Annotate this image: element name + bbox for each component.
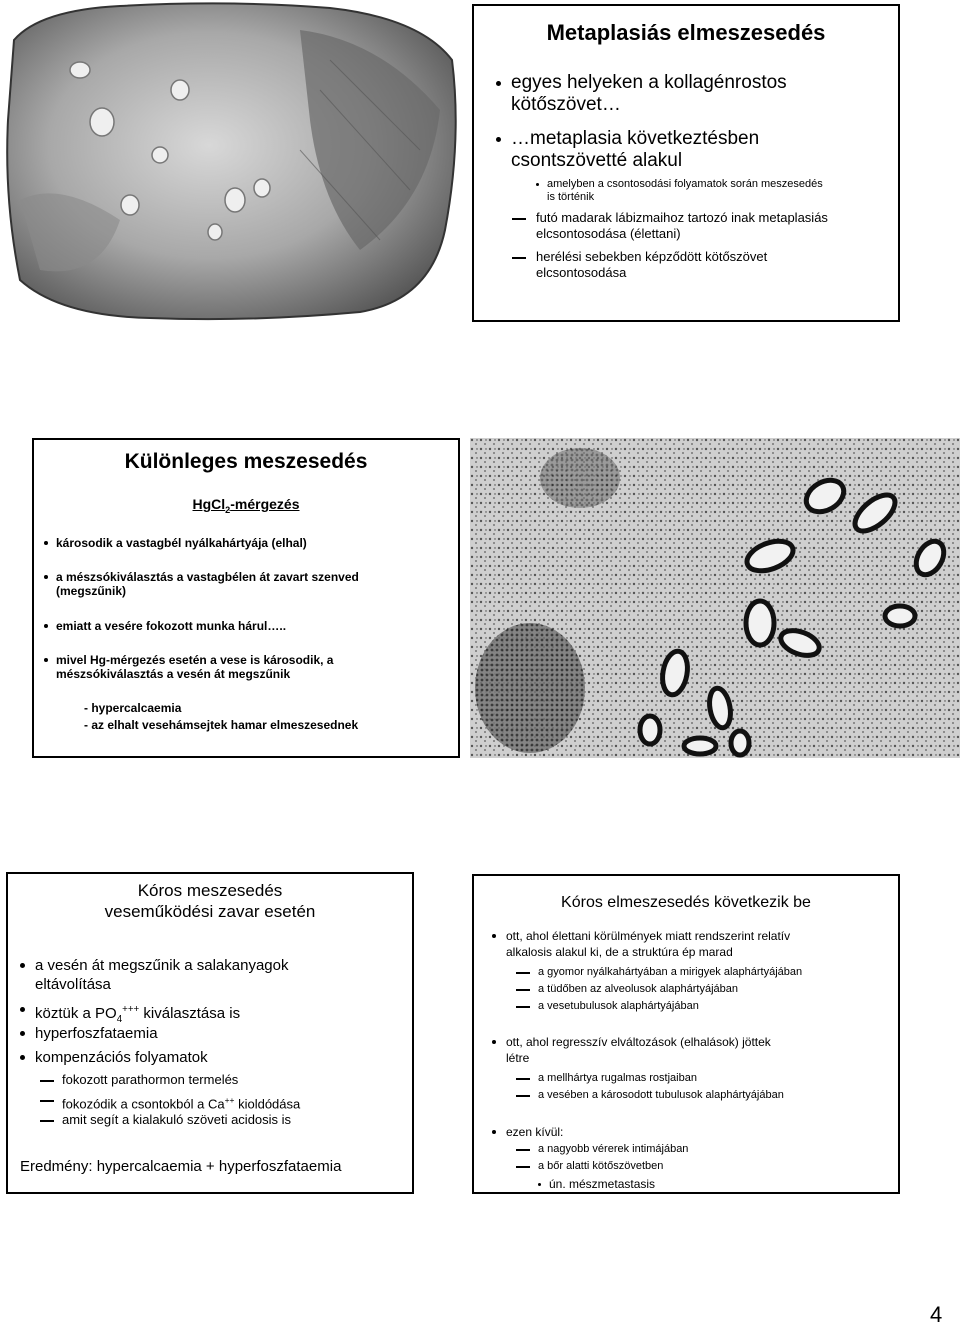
list-item — [20, 1024, 158, 1043]
slide-subtitle: HgCl$_2$-mérgezés — [192, 496, 300, 515]
bullet-icon — [20, 1007, 25, 1012]
bullet-icon — [20, 1031, 25, 1036]
item-text: hyperfoszfataemia — [35, 1025, 158, 1042]
bullet-icon — [492, 1130, 496, 1134]
item-text: futó madarak lábizmaihoz tartozó inak metaplasiás elcsontosodása (élettani) — [536, 210, 828, 241]
item-text: amit segít a kialakuló szöveti acidosis is — [62, 1112, 292, 1127]
item-text: kompenzációs folyamatok — [35, 1049, 208, 1066]
item-text: ún. mészmetastasis — [549, 1177, 656, 1191]
item-text: a gyomor nyálkahártyában a mirigyek alaphártyájában — [538, 966, 803, 978]
list-item — [44, 619, 286, 633]
list-item — [516, 965, 802, 979]
item-text: a mellhártya rugalmas rostjaiban — [538, 1072, 697, 1084]
slide-title: Metaplasiás elmeszesedés — [546, 20, 826, 45]
bullet-icon — [492, 1040, 496, 1044]
slide-metaplasia — [472, 4, 900, 322]
page-number: 4 — [930, 1302, 943, 1327]
result-line: Eredmény: hypercalcaemia + hyperfoszfataemia — [20, 1158, 342, 1175]
dash-icon — [512, 257, 526, 259]
list-item — [496, 72, 787, 116]
slide-title: Kóros elmeszesedés következik be — [561, 894, 811, 911]
bullet-icon — [20, 1055, 25, 1060]
item-text: károsodik a vastagbél nyálkahártyája (elhal) — [56, 536, 307, 550]
dash-icon — [516, 1149, 530, 1151]
item-text: ott, ahol élettani körülmények miatt rendszerint relatív alkalosis alakul ki, de a struktúra ép marad — [506, 929, 791, 959]
list-item — [516, 1088, 784, 1102]
item-text: a vesében a károsodott tubulusok alaphártyájában — [538, 1089, 784, 1101]
list-item — [512, 210, 828, 242]
list-item — [516, 982, 738, 996]
item-text: a bőr alatti kötőszövetben — [538, 1160, 664, 1172]
item-text: emiatt a vesére fokozott munka hárul….. — [56, 619, 287, 633]
dash-icon — [516, 1095, 530, 1097]
histology-micrograph — [470, 438, 960, 758]
slide-special-calcification — [32, 438, 460, 758]
list-item — [516, 999, 699, 1013]
item-text: egyes helyeken a kollagénrostos kötőszövet… — [511, 72, 787, 115]
list-item — [516, 1159, 663, 1173]
item-text: amelyben a csontosodási folyamatok során meszesedés is történik — [547, 178, 823, 203]
bullet-icon — [536, 183, 539, 186]
dash-icon — [516, 1078, 530, 1080]
specimen-photo — [0, 0, 462, 325]
list-item — [516, 1142, 688, 1156]
list-item — [44, 653, 333, 681]
list-item — [40, 1112, 291, 1128]
dash-icon — [40, 1080, 54, 1082]
item-text: ott, ahol regresszív elváltozások (elhalások) jöttek létre — [506, 1035, 771, 1065]
slide-title: Kóros meszesedés veseműködési zavar esetén — [104, 881, 316, 921]
item-text: …metaplasia következtésben csontszövetté alakul — [511, 128, 760, 171]
dash-icon — [512, 218, 526, 220]
bullet-icon — [44, 541, 48, 545]
list-item — [492, 1034, 771, 1066]
item-text: a tüdőben az alveolusok alaphártyájában — [538, 983, 738, 995]
slide-title: Különleges meszesedés — [124, 450, 368, 473]
bullet-icon — [496, 81, 501, 86]
list-item — [492, 1124, 563, 1140]
bullet-icon — [44, 658, 48, 662]
item-text: mivel Hg-mérgezés esetén a vese is károsodik, a mészsókiválasztás a vesén át megszűnik — [56, 653, 334, 681]
item-text: köztük a $PO_4^{+++}$ kiválasztása is — [35, 1004, 241, 1025]
list-item — [44, 536, 307, 550]
item-text: fokozódik a csontokból a Ca++ kioldódása — [62, 1095, 301, 1112]
list-item — [538, 1177, 655, 1191]
slide-pathological-calcification — [472, 874, 900, 1194]
item-text: a nagyobb vérerek intimájában — [538, 1143, 689, 1155]
list-item — [40, 1092, 300, 1112]
dash-icon — [516, 989, 530, 991]
dash-icon — [516, 972, 530, 974]
dash-icon — [40, 1100, 54, 1102]
item-text: ezen kívül: — [506, 1125, 564, 1139]
item-text: fokozott parathormon termelés — [62, 1072, 239, 1087]
list-item — [20, 1048, 208, 1067]
item-text: a vesetubulusok alaphártyájában — [538, 1000, 699, 1012]
list-item — [20, 956, 288, 994]
list-item — [536, 178, 823, 204]
list-item — [492, 928, 790, 960]
list-item — [512, 249, 767, 281]
dash-icon — [516, 1006, 530, 1008]
item-text: a vesén át megszűnik a salakanyagok eltávolítása — [35, 957, 289, 993]
bullet-icon — [538, 1183, 541, 1186]
bullet-icon — [44, 624, 48, 628]
sub-line: - hypercalcaemia — [84, 701, 182, 715]
bullet-icon — [492, 934, 496, 938]
list-item — [44, 570, 359, 598]
dash-icon — [516, 1166, 530, 1168]
slide-kidney-dysfunction — [6, 872, 414, 1194]
list-item — [496, 128, 759, 172]
bullet-icon — [20, 963, 25, 968]
bullet-icon — [496, 137, 501, 142]
list-item — [516, 1071, 697, 1085]
dash-icon — [40, 1120, 54, 1122]
list-item — [40, 1072, 238, 1088]
item-text: herélési sebekben képződött kötőszövet elcsontosodása — [536, 249, 768, 280]
item-text: a mészsókiválasztás a vastagbélen át zavart szenved (megszűnik) — [56, 570, 359, 598]
bullet-icon — [44, 575, 48, 579]
sub-line: - az elhalt vesehámsejtek hamar elmeszesednek — [84, 718, 359, 732]
